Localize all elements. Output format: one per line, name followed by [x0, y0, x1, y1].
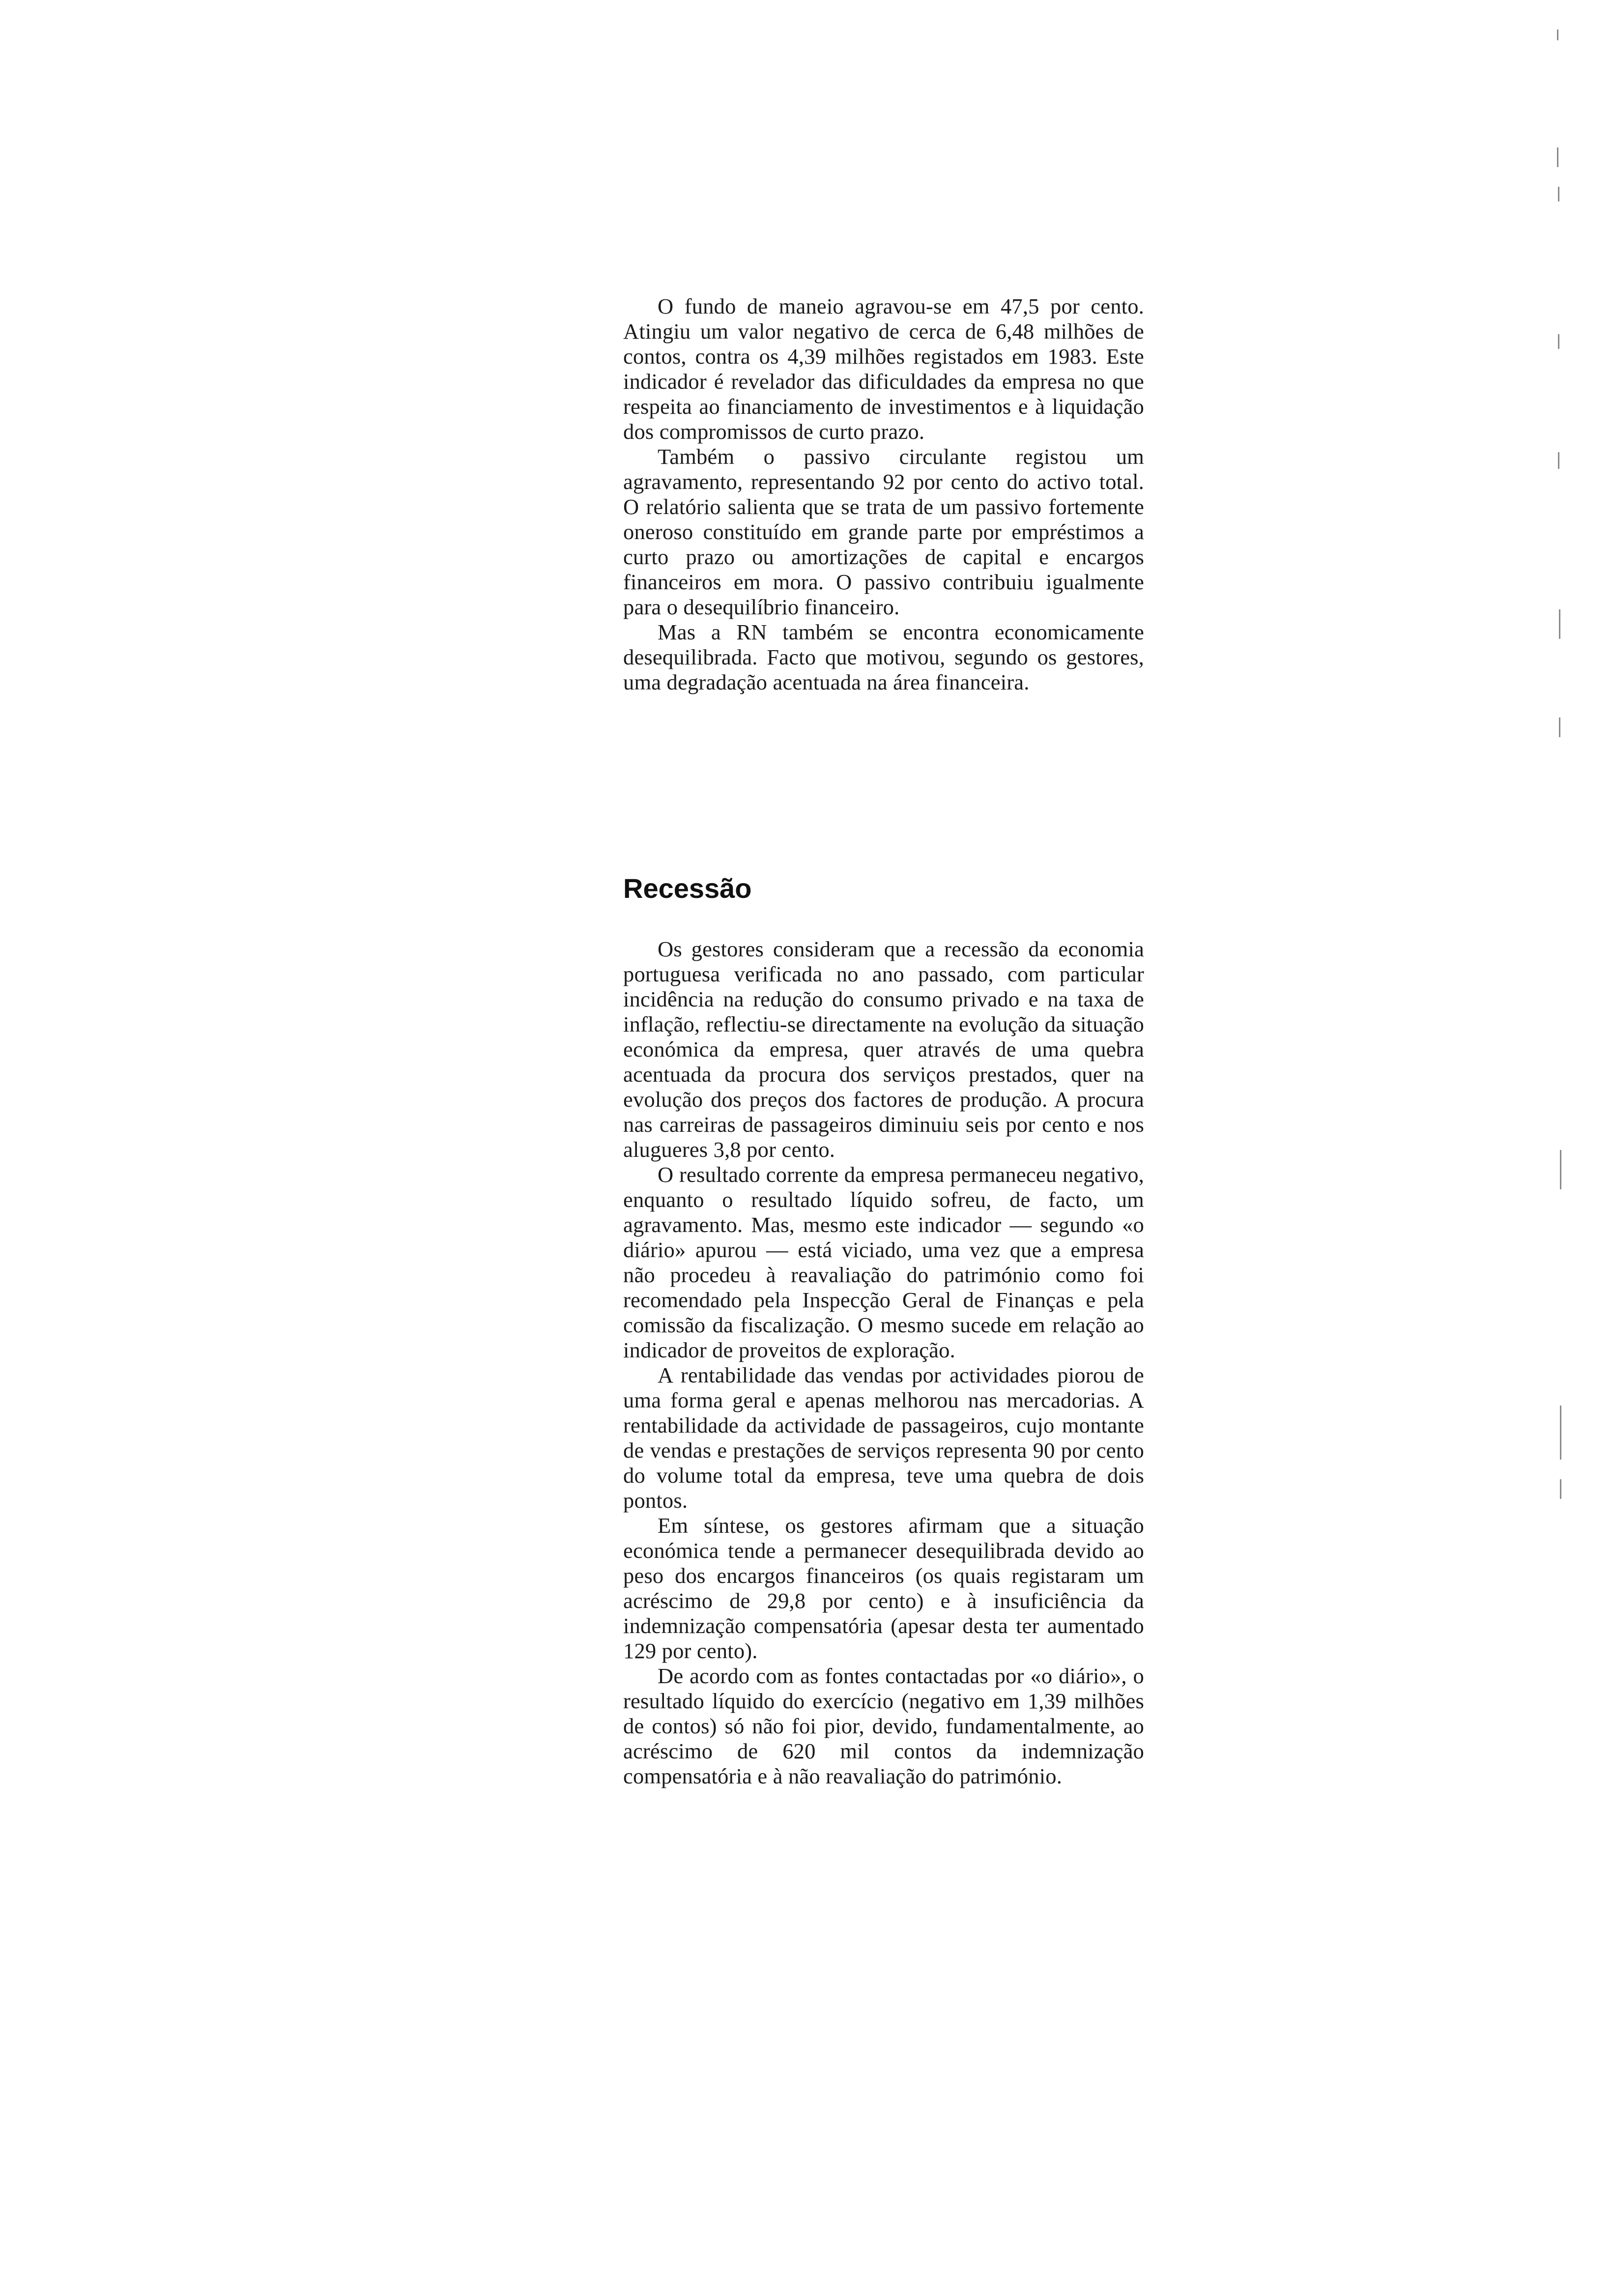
- paragraph: Também o passivo circulante registou um agravamento, representando 92 por cento do activo total. O relatório salienta que se trata de um passivo fortemente oneroso constituído em grande parte por empréstimos a curto prazo ou amortizações de capital e encargos financeiros em mora. O passivo contribuiu igualmente para o desequilíbrio financeiro.: [623, 444, 1144, 619]
- paragraph: O fundo de maneio agravou-se em 47,5 por cento. Atingiu um valor negativo de cerca de 6,48 milhões de contos, contra os 4,39 milhões registados em 1983. Este indicador é revelador das dificuldades da empresa no que respeita ao financiamento de investimentos e à liquidação dos compromissos de curto prazo.: [623, 294, 1144, 444]
- scan-mark: [1557, 29, 1558, 40]
- scan-mark: [1558, 187, 1559, 201]
- paragraph: O resultado corrente da empresa permaneceu negativo, enquanto o resultado líquido sofreu, de facto, um agravamento. Mas, mesmo este indicador — segundo «o diário» apurou — está viciado, uma vez que a empresa não procedeu à reavaliação do património como foi recomendado pela Inspecção Geral de Finanças e pela comissão da fiscalização. O mesmo sucede em relação ao indicador de proveitos de exploração.: [623, 1162, 1144, 1362]
- scan-mark: [1559, 718, 1560, 737]
- scan-mark: [1558, 334, 1559, 349]
- paragraph: De acordo com as fontes contactadas por «o diário», o resultado líquido do exercício (negativo em 1,39 milhões de contos) só não foi pior, devido, fundamentalmente, ao acréscimo de 620 mil contos da indemnização compensatória e à não reavaliação do património.: [623, 1664, 1144, 1788]
- scan-mark: [1560, 1150, 1561, 1189]
- article-column-top: [623, 294, 1144, 695]
- scan-mark: [1557, 147, 1558, 167]
- paragraph: Os gestores consideram que a recessão da economia portuguesa verificada no ano passado, com particular incidência na redução do consumo privado e na taxa de inflação, reflectiu-se directamente na evolução da situação económica da empresa, quer através de uma quebra acentuada da procura dos serviços prestados, quer na evolução dos preços dos factores de produção. A procura nas carreiras de passageiros diminuiu seis por cento e nos alugueres 3,8 por cento.: [623, 937, 1144, 1162]
- paragraph: A rentabilidade das vendas por actividades piorou de uma forma geral e apenas melhorou nas mercadorias. A rentabilidade da actividade de passageiros, cujo montante de vendas e prestações de serviços representa 90 por cento do volume total da empresa, teve uma quebra de dois pontos.: [623, 1363, 1144, 1513]
- scan-mark: [1558, 452, 1559, 469]
- scan-mark: [1560, 1406, 1561, 1460]
- paragraph: Em síntese, os gestores afirmam que a situação económica tende a permanecer desequilibrada devido ao peso dos encargos financeiros (os quais registaram um acréscimo de 29,8 por cento) e à insuficiência da indemnização compensatória (apesar desta ter aumentado 129 por cento).: [623, 1513, 1144, 1663]
- article-column-bottom: [623, 937, 1144, 1789]
- section-heading: Recessão: [623, 873, 752, 904]
- paragraph: Mas a RN também se encontra economicamente desequilibrada. Facto que motivou, segundo os gestores, uma degradação acentuada na área financeira.: [623, 620, 1144, 694]
- scan-mark: [1559, 609, 1560, 639]
- scan-mark: [1560, 1479, 1561, 1499]
